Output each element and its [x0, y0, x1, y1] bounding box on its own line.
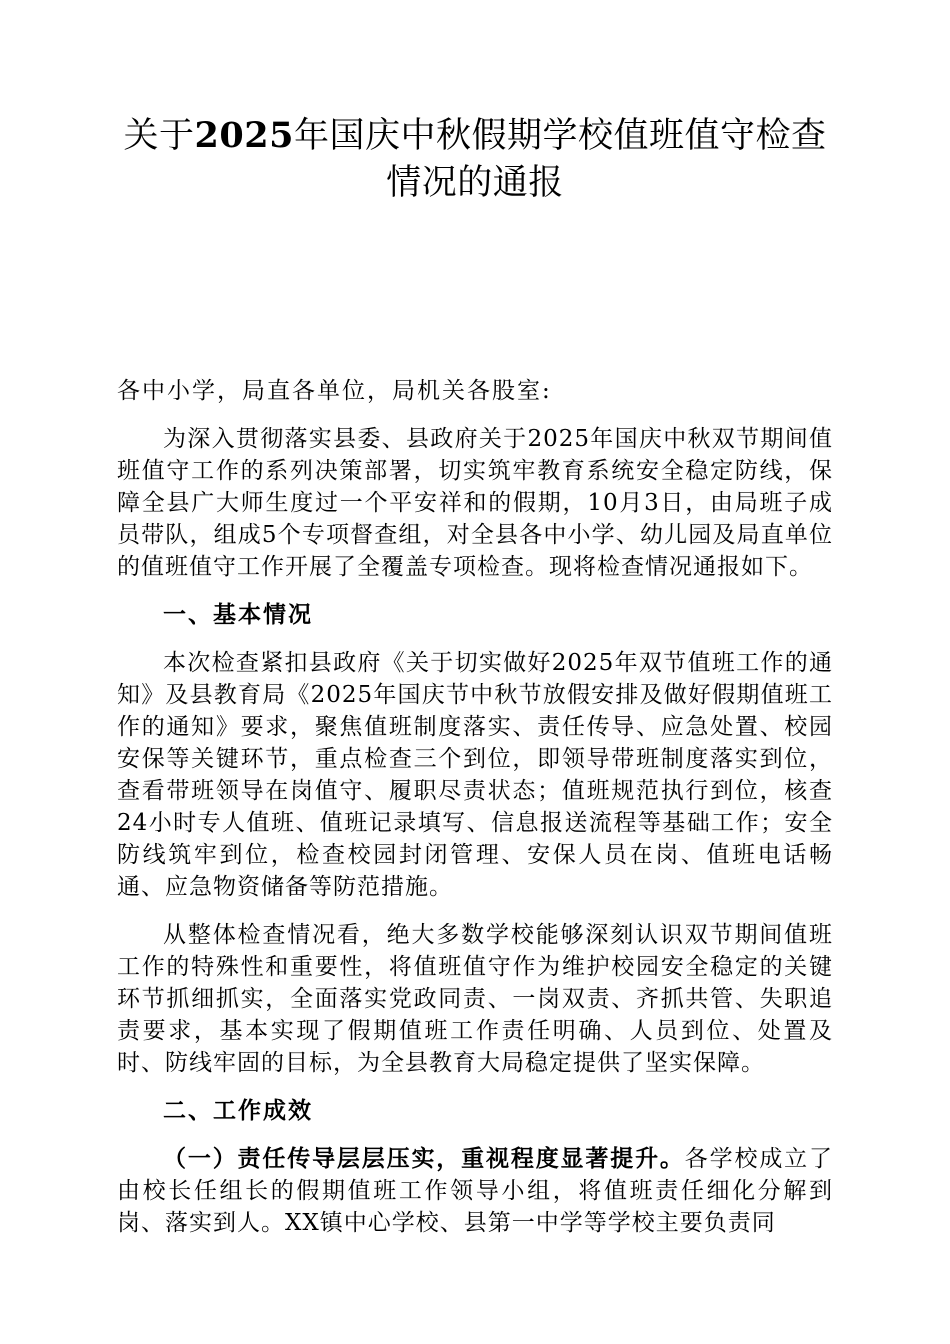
section-heading-basic: 一、基本情况 [163, 601, 313, 628]
basic-situation-paragraph: 本次检查紧扣县政府《关于切实做好2025年双节值班工作的通知》及县教育局《2025年国庆节中秋节放假安排及做好假期值班工作的通知》要求，聚焦值班制度落实、责任传导、应急处置、校园安保等关键环节，重点检查三个到位，即领导带班制度落实到位，查看带班领导在岗值守、履职尽责状态；值班规范执行到位，核查24小时专人值班、值班记录填写、信息报送流程等基础工作；安全防线筑牢到位，检查校园封闭管理、安保人员在岗、值班电话畅通、应急物资储备等防范措施。 [117, 650, 833, 900]
subsection-1-heading: （一）责任传导层层压实，重视程度显著提升。 [163, 1145, 685, 1172]
intro-paragraph: 为深入贯彻落实县委、县政府关于2025年国庆中秋双节期间值班值守工作的系列决策部署，切实筑牢教育系统安全稳定防线，保障全县广大师生度过一个平安祥和的假期，10月3日，由局班子成员带队，组成5个专项督查组，对全县各中小学、幼儿园及局直单位的值班值守工作开展了全覆盖专项检查。现将检查情况通报如下。 [117, 426, 833, 580]
salutation: 各中小学，局直各单位，局机关各股室: [117, 378, 552, 404]
title-prefix: 关于 [123, 116, 195, 156]
title-year: 2025 [194, 115, 294, 156]
section-heading-results: 二、工作成效 [163, 1097, 313, 1124]
results-subsection-1 [117, 1143, 833, 1239]
title-rest: 年国庆中秋假期学校值班值守检查情况的通报 [293, 116, 827, 203]
overall-assessment-paragraph: 从整体检查情况看，绝大多数学校能够深刻认识双节期间值班工作的特殊性和重要性，将值班值守作为维护校园安全稳定的关键环节抓细抓实，全面落实党政同责、一岗双责、齐抓共管、失职追责要求，基本实现了假期值班工作责任明确、人员到位、处置及时、防线牢固的目标，为全县教育大局稳定提供了坚实保障。 [117, 922, 833, 1076]
document-page [117, 112, 833, 1239]
subsection-1-text: 各学校成立了由校长任组长的假期值班工作领导小组，将值班责任细化分解到岗、落实到人。XX镇中心学校、县第一中学等学校主要负责同 [117, 1146, 834, 1236]
document-title [117, 112, 833, 207]
